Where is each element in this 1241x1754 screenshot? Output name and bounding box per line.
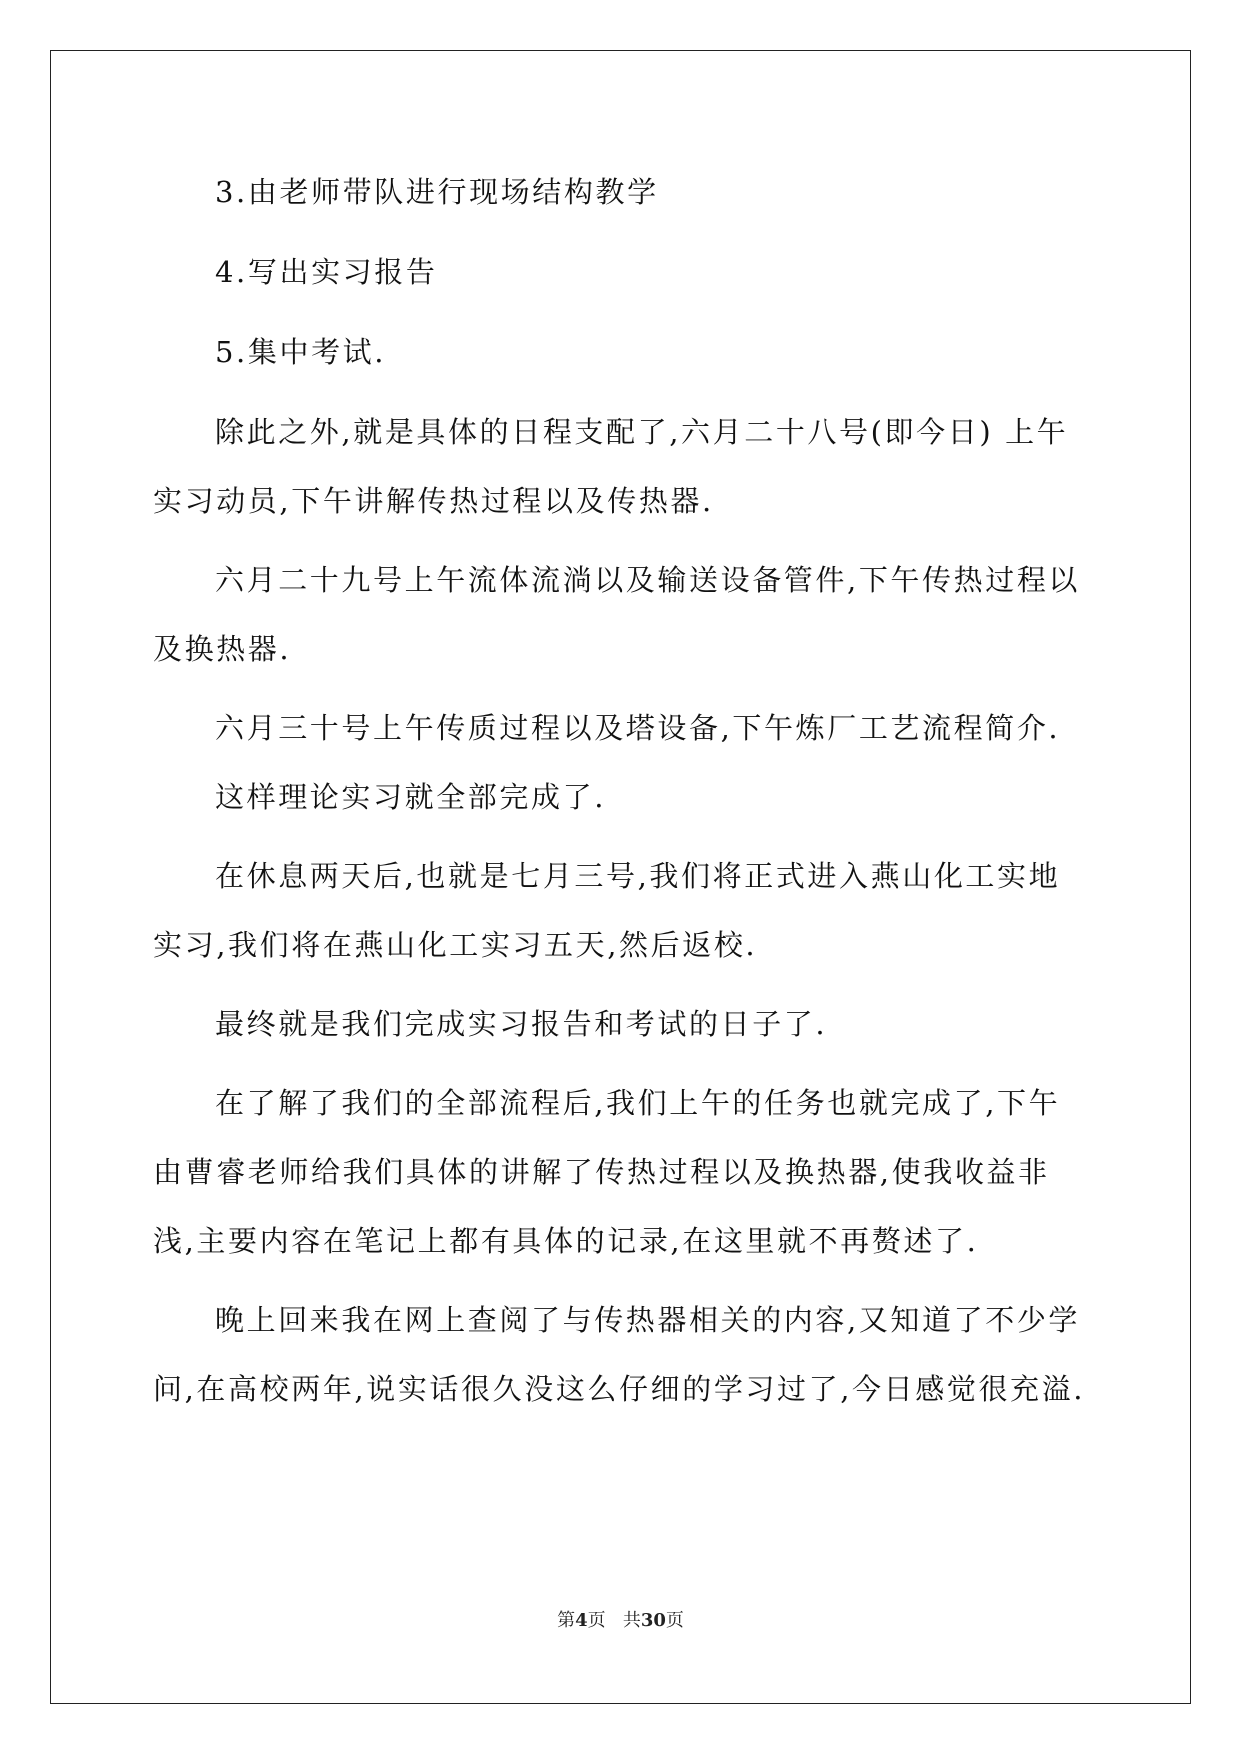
page-footer bbox=[0, 1606, 1241, 1632]
document-body bbox=[153, 158, 1091, 1424]
paragraph: 这样理论实习就全部完成了. bbox=[215, 780, 607, 814]
total-pages: 30 bbox=[640, 1610, 666, 1631]
page-number: 4 bbox=[575, 1610, 588, 1631]
paragraph: 3.由老师带队进行现场结构教学 bbox=[215, 175, 659, 209]
footer-total-prefix: 共 bbox=[622, 1610, 641, 1631]
footer-prefix: 第 bbox=[557, 1610, 576, 1631]
paragraph: 最终就是我们完成实习报告和考试的日子了. bbox=[215, 1007, 828, 1041]
footer-total-suffix: 页 bbox=[665, 1610, 684, 1631]
paragraph: 5.集中考试. bbox=[215, 335, 387, 369]
paragraph: 在了解了我们的全部流程后,我们上午的任务也就完成了,下午由曹睿老师给我们具体的讲解了传热过程以及换热器,使我收益非浅,主要内容在笔记上都有具体的记录,在这里就不再赘述了. bbox=[153, 1086, 1061, 1258]
footer-page-suffix: 页 bbox=[587, 1610, 606, 1631]
paragraph: 4.写出实习报告 bbox=[215, 255, 438, 289]
paragraph: 六月二十九号上午流体流淌以及输送设备管件,下午传热过程以及换热器. bbox=[153, 563, 1081, 666]
paragraph: 晚上回来我在网上查阅了与传热器相关的内容,又知道了不少学问,在高校两年,说实话很久没这么仔细的学习过了,今日感觉很充溢. bbox=[153, 1303, 1086, 1406]
paragraph: 除此之外,就是具体的日程支配了,六月二十八号(即今日) 上午实习动员,下午讲解传热过程以及传热器. bbox=[153, 415, 1069, 518]
paragraph: 在休息两天后,也就是七月三号,我们将正式进入燕山化工实地实习,我们将在燕山化工实习五天,然后返校. bbox=[153, 859, 1061, 962]
paragraph: 六月三十号上午传质过程以及塔设备,下午炼厂工艺流程简介. bbox=[215, 711, 1061, 745]
